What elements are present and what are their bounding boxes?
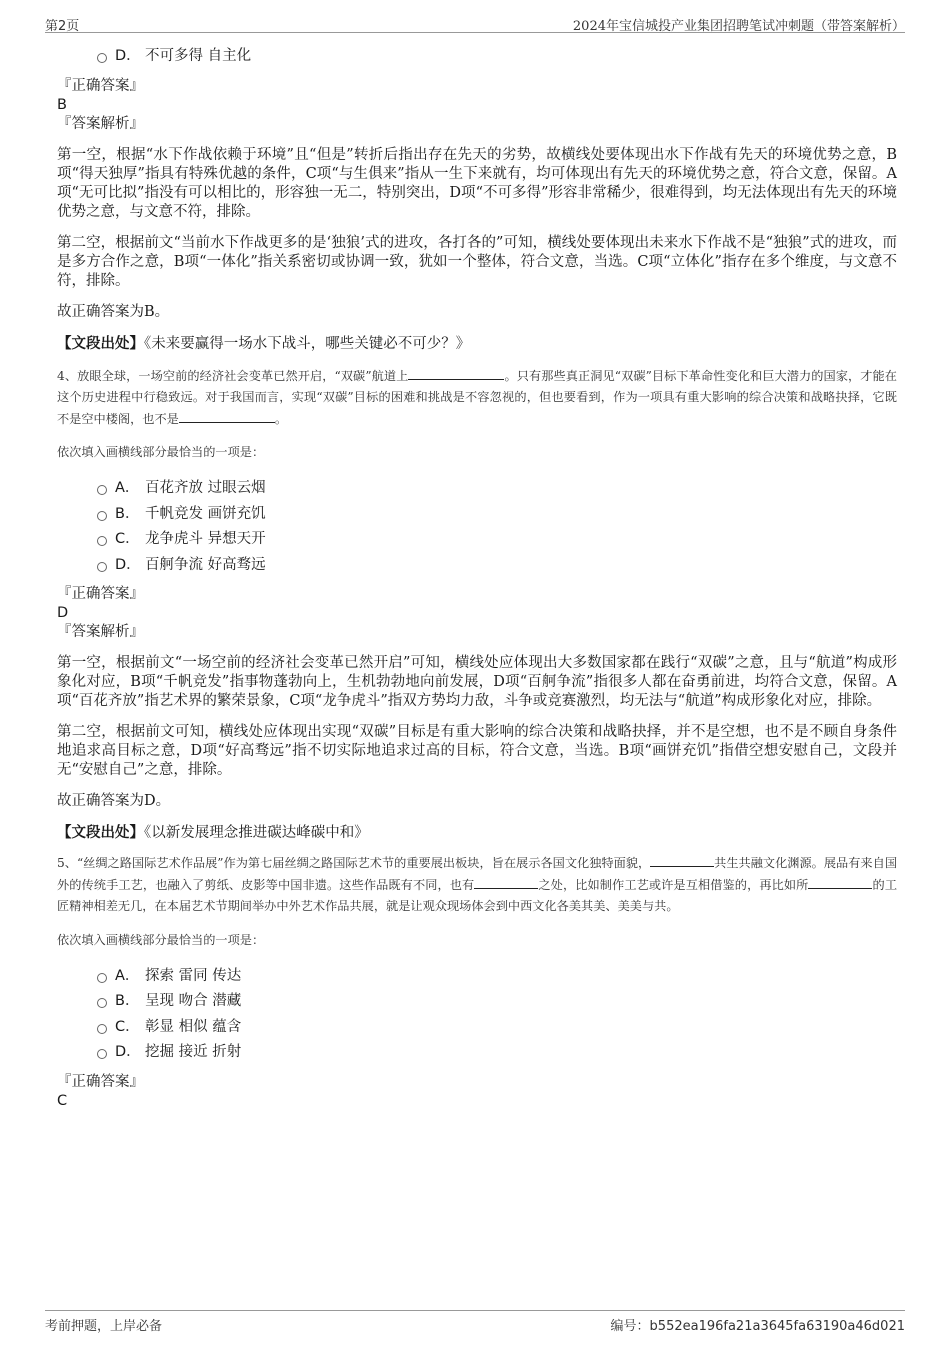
radio-icon[interactable] [97,1049,107,1059]
q4-correct-label: 『正确答案』 [57,586,144,602]
radio-icon[interactable] [97,973,107,983]
source-title: 《未来要赢得一场水下战斗，哪些关键必不可少？》 [144,335,471,352]
q4-correct-answer: D [57,605,69,621]
radio-icon[interactable] [97,1024,107,1034]
q5-option-b[interactable]: B． 呈现 吻合 潜藏 [57,989,897,1015]
q3-analysis-label: 『答案解析』 [57,115,144,132]
q3-analysis-p2: 第二空，根据前文“当前水下作战更多的是‘独狼’式的进攻，各打各的”可知，横线处要体现出未来水下作战不是“独狼”式的进攻，而是多方合作之意，B项“一体化”指关系密切或协调一致，犹如一个整体，符合文意，当选。C项“立体化”指存在多个维度，与文意不符，排除。 [57,234,897,289]
document-body [57,44,897,1110]
q3-source [57,334,897,354]
radio-icon[interactable] [97,485,107,495]
q5-stem: 5、“丝绸之路国际艺术作品展”作为第七届丝绸之路国际艺术节的重要展出板块，旨在展示各国文化独特面貌， 共生共融文化渊源。展品有来自国外的传统手工艺，也融入了剪纸、皮影等中国非遗。这些作品既有不同，也有 之处，比如制作工艺或许是互相借鉴的，再比如所 的工匠精神相差无几，在本届艺术节期间举办中外艺术作品共展，就是让观众现场体会到中西文化各美其美、美美与共。 [57,856,898,913]
source-label: 【文段出处】 [57,334,144,352]
q4-option-c[interactable]: C． 龙争虎斗 异想天开 [57,527,897,553]
source-title: 《以新发展理念推进碳达峰碳中和》 [144,825,369,841]
radio-icon[interactable] [97,511,107,521]
q4-prompt: 依次填入画横线部分最恰当的一项是： [57,445,265,459]
q4-stem: 4、放眼全球，一场空前的经济社会变革已然开启，“双碳”航道上 。只有那些真正洞见“双碳”目标下革命性变化和巨大潜力的国家，才能在这个历史进程中行稳致远。对于我国而言，实现“双碳”目标的困难和挑战是不容忽视的，但也要看到，作为一项具有重大影响的综合决策和战略抉择，它既不是空中楼阁，也不是 。 [57,368,897,426]
page-footer [45,1310,905,1335]
radio-icon[interactable] [97,53,107,63]
page-number: 第2页 [45,19,80,34]
blank-1 [650,854,714,867]
q4-conclusion: 故正确答案为D。 [57,793,171,809]
option-text: 不可多得 自主化 [145,48,252,64]
code-label: 编号： [610,1319,650,1334]
q4-analysis-p2: 第二空，根据前文可知，横线处应体现出实现“双碳”目标是有重大影响的综合决策和战略抉择，并不是空想，也不是不顾自身条件地追求高目标之意，D项“好高骛远”指不切实际地追求过高的目标，符合文意，当选。B项“画饼充饥”指借空想安慰自己，文段并无“安慰自己”之意，排除。 [57,724,897,778]
q5-option-a[interactable]: A． 探索 雷同 传达 [57,964,897,990]
blank-1 [408,367,504,380]
q5-correct-label: 『正确答案』 [57,1073,144,1090]
q4-option-a[interactable]: A． 百花齐放 过眼云烟 [57,476,897,502]
q4-option-d[interactable]: D． 百舸争流 好高骛远 [57,553,897,579]
q5-correct-answer: C [57,1092,68,1109]
blank-3 [808,876,872,889]
q4-analysis-p1: 第一空，根据前文“一场空前的经济社会变革已然开启”可知，横线处应体现出大多数国家都在践行“双碳”之意，且与“航道”构成形象化对应，B项“千帆竞发”指事物蓬勃向上，生机勃勃地向前发展，D项“百舸争流”指很多人都在奋勇前进，均符合文意，保留。A项“百花齐放”指艺术界的繁荣景象，C项“龙争虎斗”指双方势均力敌，斗争或竞赛激烈，均无法与“航道”构成形象化对应，排除。 [57,655,897,709]
code-value: b552ea196fa21a3645fa63190a46d021 [649,1319,905,1334]
blank-2 [179,410,275,423]
q3-correct-answer: B [57,96,67,113]
q5-prompt: 依次填入画横线部分最恰当的一项是： [57,932,265,947]
footer-slogan: 考前押题，上岸必备 [45,1319,163,1334]
q5-option-c[interactable]: C． 彰显 相似 蕴含 [57,1015,897,1041]
footer-code [611,1315,905,1334]
q3-conclusion: 故正确答案为B。 [57,303,170,320]
q4-option-b[interactable]: B． 千帆竞发 画饼充饥 [57,502,897,528]
radio-icon[interactable] [97,562,107,572]
page-header [45,12,905,33]
option-letter: D． [115,48,141,64]
q3-analysis-p1: 第一空，根据“水下作战依赖于环境”且“但是”转折后指出存在先天的劣势，故横线处要体现出水下作战有先天的环境优势之意，B项“得天独厚”指具有特殊优越的条件，C项“与生俱来”指从一生下来就有，均可体现出有先天的环境优势之意，符合文意，保留。A项“无可比拟”指没有可以相比的，形容独一无二，特别突出，D项“不可多得”形容非常稀少，很难得到，均无法体现出有先天的环境优势之意，与文意不符，排除。 [57,146,897,220]
q4-analysis-label: 『答案解析』 [57,624,144,640]
q3-option-d[interactable] [57,44,897,70]
q4-source [57,823,897,843]
radio-icon[interactable] [97,536,107,546]
blank-2 [474,876,538,889]
q3-correct-label: 『正确答案』 [57,77,144,94]
source-label: 【文段出处】 [57,824,144,841]
radio-icon[interactable] [97,998,107,1008]
q5-option-d[interactable]: D． 挖掘 接近 折射 [57,1040,897,1066]
document-title: 2024年宝信城投产业集团招聘笔试冲刺题（带答案解析） [572,19,905,34]
